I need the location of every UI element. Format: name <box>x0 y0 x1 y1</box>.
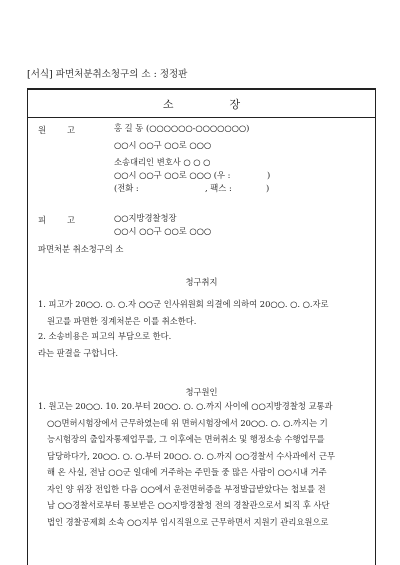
defendant-name: ○○지방경찰청장 <box>114 213 177 223</box>
plaintiff-name: 홍 길 동 (○○○○○○-○○○○○○○) <box>114 123 250 133</box>
plaintiff-attorney-address: ○○시 ○○구 ○○로 ○○○ (우 : <box>114 170 231 180</box>
plaintiff-fax-label: , 팩스 : <box>205 183 232 193</box>
plaintiff-phone-label: (전화 : <box>114 183 139 193</box>
claim-purpose-heading: 청구취지 <box>185 277 218 287</box>
form-label: [서식] 파면처분취소청구의 소 : 정정판 <box>27 69 188 80</box>
plaintiff-attorney: 소송대리인 변호사 ○ ○ ○ <box>114 157 211 167</box>
title-char-1: 소 <box>162 97 174 111</box>
claim-purpose-item-1: 1. 피고가 20○○. ○. ○.자 ○○군 인사위원회 의결에 의하여 20○○. ○. ○.자로 원고를 파면한 징계처분은 이를 취소한다. <box>38 299 329 326</box>
complaint-document <box>27 88 376 565</box>
plaintiff-attorney-address-close: ) <box>267 170 271 180</box>
defendant-address: ○○시 ○○구 ○○로 ○○○ <box>114 226 212 236</box>
defendant-role-char-1: 피 <box>38 215 47 225</box>
claim-purpose-closing: 라는 판결을 구합니다. <box>38 348 119 358</box>
claim-purpose-item-2: 2. 소송비용은 피고의 부담으로 한다. <box>38 331 172 341</box>
plaintiff-role-char-1: 원 <box>38 125 47 135</box>
title-char-2: 장 <box>229 97 241 111</box>
claim-cause-heading: 청구원인 <box>185 387 218 397</box>
case-name: 파면처분 취소청구의 소 <box>38 244 124 254</box>
plaintiff-contact-close: ) <box>266 183 270 193</box>
defendant-role-char-2: 고 <box>67 215 76 225</box>
document-title <box>28 90 375 118</box>
claim-cause-paragraph-1: 1. 원고는 20○○. 10. 20.부터 20○○. ○. ○.까지 사이에 ○○지방경찰청 교통과 ○○면허시험장에서 근무하였는데 위 면허시험장에서 20○○. ○. ○.까지는 기 능시험장의 출입자통제업무를, 그 이후에는 면허취소 및 행정소송 수행업무를 담당하다가, 20○○. ○. ○.부터 20○○. ○. ○.까지 ○○경찰서 수사과에서 근무 해 온 사실, 전남 ○○군 일대에 거주하는 주민들 중 많은 사람이 ○○시내 거주 자인 양 위장 전입한 다음 ○○에서 운전면허증을 부정발급받았다는 첩보를 전 남 ○○경찰서로부터 통보받은 ○○지방경찰청 전의 경찰관으로서 퇴직 후 사단 법인 경찰공제회 소속 ○○지부 임시직원으로 근무하면서 지원기 관리요원으로 <box>38 401 335 527</box>
plaintiff-address: ○○시 ○○구 ○○로 ○○○ <box>114 140 212 150</box>
plaintiff-role-char-2: 고 <box>67 125 76 135</box>
